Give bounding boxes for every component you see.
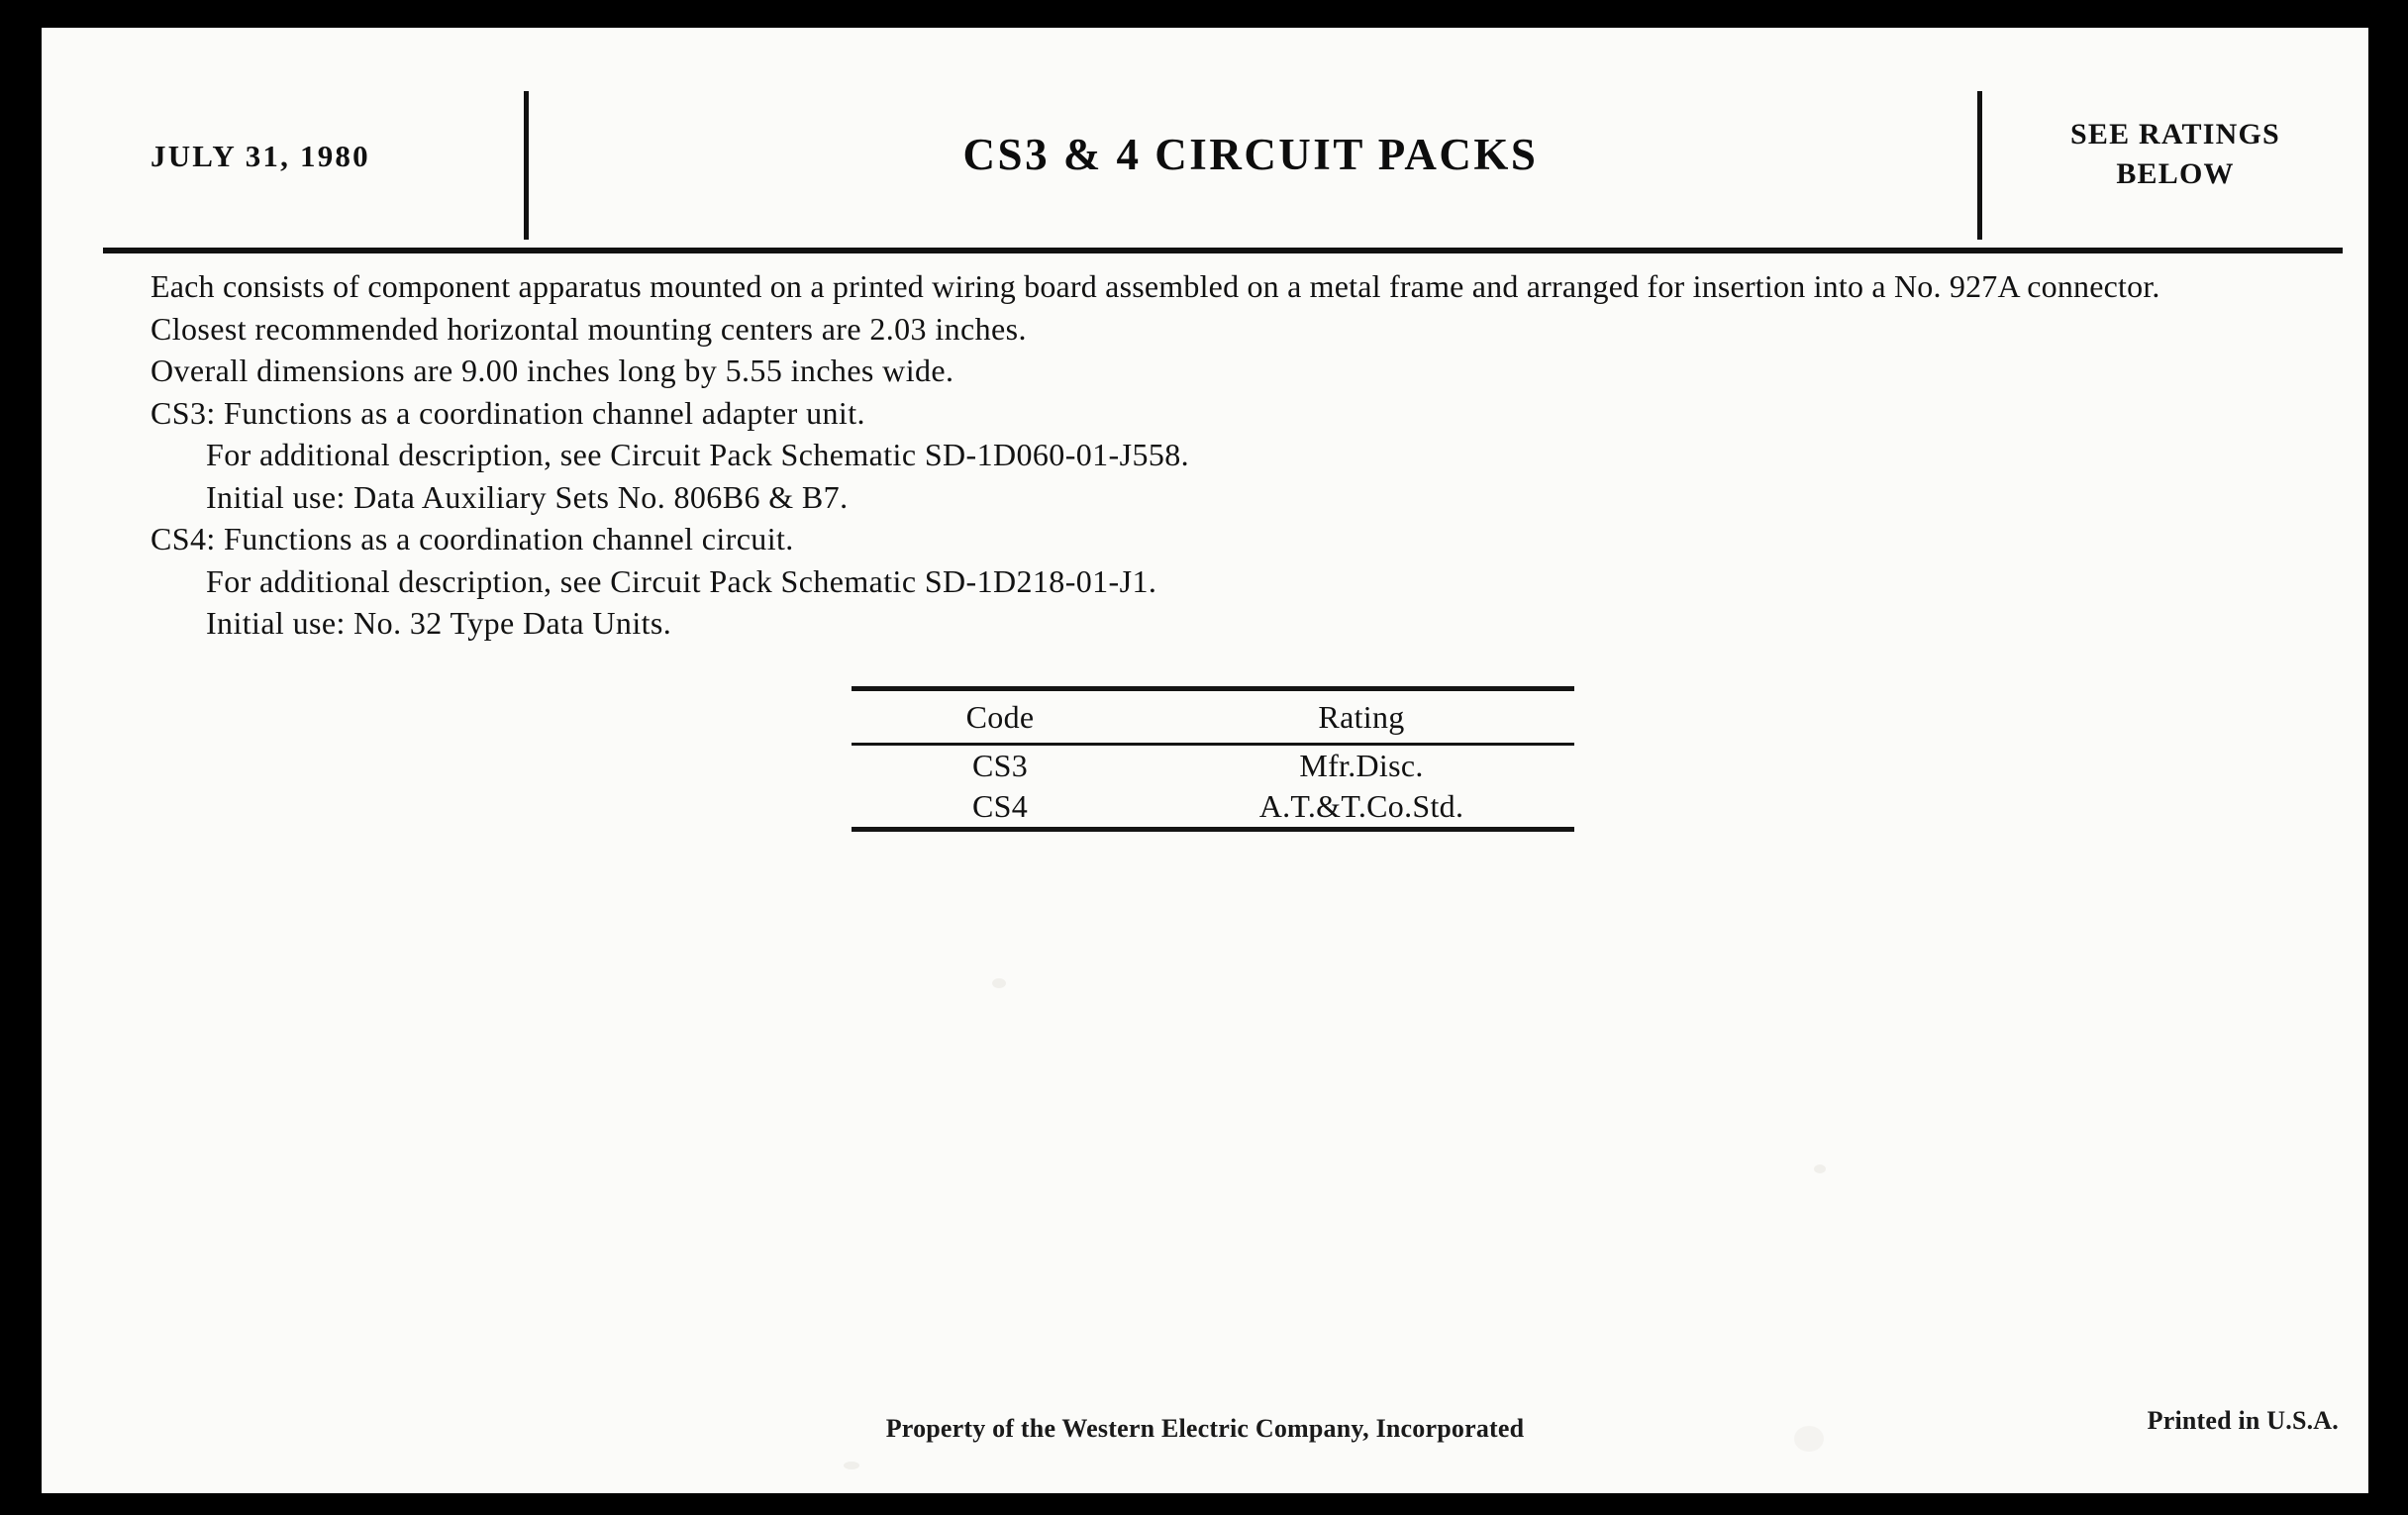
scan-artifact	[844, 1462, 859, 1469]
ratings-note	[1982, 115, 2368, 193]
ratings-note-line1: SEE RATINGS	[2070, 118, 2280, 151]
header-date: JULY 31, 1980	[150, 139, 370, 173]
ratings-table	[852, 686, 1574, 832]
body-line-2: Closest recommended horizontal mounting centers are 2.03 inches.	[150, 310, 1027, 347]
table-col-header-code: Code	[965, 698, 1035, 735]
table-header-row	[852, 691, 1574, 743]
body-paragraph-1: Each consists of component apparatus mounted on a printed wiring board assembled on a metal frame and arranged for insertion into a No. 927A connector.	[150, 268, 2160, 304]
body-line-cs4-initial-use: Initial use: No. 32 Type Data Units.	[206, 605, 672, 642]
table-cell-code: CS4	[971, 787, 1029, 824]
body-line-3: Overall dimensions are 9.00 inches long by 5.55 inches wide.	[150, 353, 954, 389]
body-line-cs3-schematic: For additional description, see Circuit Pack Schematic SD-1D060-01-J558.	[206, 437, 1190, 473]
body-line-cs4-schematic: For additional description, see Circuit Pack Schematic SD-1D218-01-J1.	[206, 562, 1157, 599]
body-line-cs3-initial-use: Initial use: Data Auxiliary Sets No. 806B6 & B7.	[206, 478, 849, 515]
scan-artifact	[1814, 1164, 1826, 1173]
body-line-cs4-function: CS4: Functions as a coordination channel circuit.	[150, 521, 794, 557]
header-bottom-rule	[103, 248, 2343, 253]
body-line-cs3-function: CS3: Functions as a coordination channel adapter unit.	[150, 394, 865, 431]
scan-artifact	[992, 978, 1006, 988]
table-cell-code: CS3	[971, 748, 1029, 783]
document-body	[150, 265, 2358, 645]
ratings-note-line2: BELOW	[2116, 156, 2235, 190]
footer-property-notice: Property of the Western Electric Company, Incorporated	[885, 1414, 1525, 1443]
page-header	[42, 57, 2368, 206]
table-row	[852, 786, 1574, 827]
table-cell-rating: A.T.&T.Co.Std.	[1258, 787, 1464, 824]
table-rule-bottom	[852, 827, 1574, 832]
document-page	[42, 28, 2368, 1493]
table-col-header-rating: Rating	[1318, 698, 1405, 735]
page-title: CS3 & 4 CIRCUIT PACKS	[962, 130, 1539, 179]
table-row	[852, 746, 1574, 786]
table-cell-rating: Mfr.Disc.	[1299, 748, 1424, 783]
footer-printed-notice: Printed in U.S.A.	[2147, 1406, 2339, 1435]
